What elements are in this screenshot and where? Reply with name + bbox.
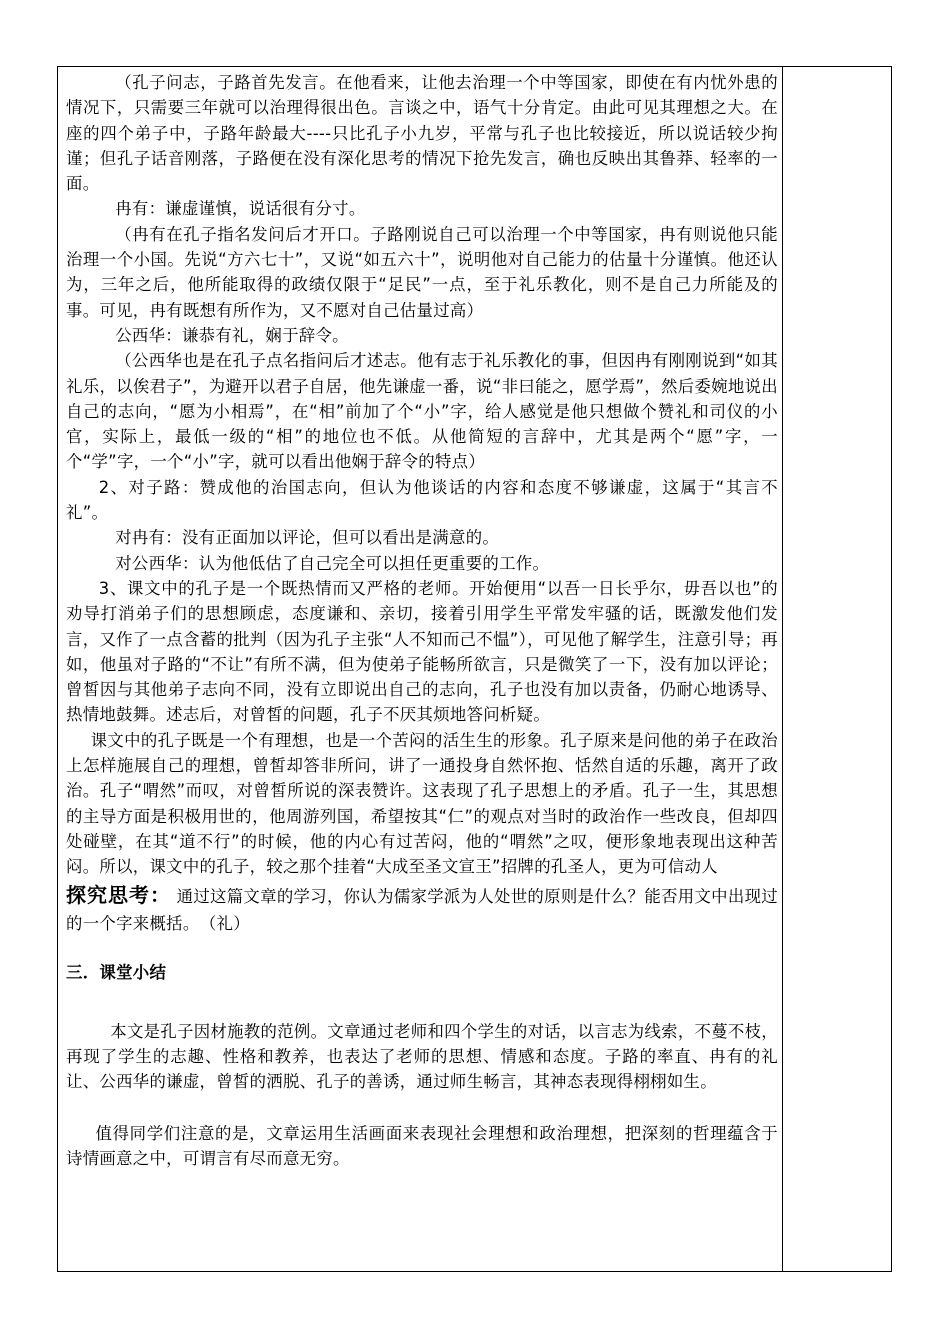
- explore-question: [66, 882, 778, 937]
- summary-paragraph-1: 本文是孔子因材施教的范例。文章通过老师和四个学生的对话，以言志为线索，不蔓不枝，再现了学生的志趣、性格和教养，也表达了老师的思想、情感和态度。子路的率直、冉有的礼让、公西华的谦虚，曾皙的洒脱、孔子的善诱，通过师生畅言，其神态表现得栩栩如生。: [66, 1021, 778, 1092]
- paragraph-attitude-ranyou: 对冉有：没有正面加以评论，但可以看出是满意的。: [115, 528, 500, 548]
- paragraph-attitude-zilu: 2、对子路：赞成他的治国志向，但认为他谈话的内容和态度不够谦虚，这属于“其言不礼”。: [66, 477, 778, 523]
- summary-paragraph-2: 值得同学们注意的是，文章运用生活画面来表现社会理想和政治理想，把深刻的哲理蕴含于诗情画意之中，可谓言有尽而意无穷。: [66, 1123, 778, 1168]
- paragraph-confucius-image: 课文中的孔子既是一个有理想，也是一个苦闷的活生生的形象。孔子原来是问他的弟子在政治上怎样施展自己的理想，曾皙却答非所问，讲了一通投身自然怀抱、恬然自适的乐趣，离开了政治。孔子“喟然”而叹，对曾皙所说的深表赞许。这表现了孔子思想上的矛盾。孔子一生，其思想的主导方面是积极用世的，他周游列国，希望按其“仁”的观点对当时的政治作一些改良，但却四处碰壁，在其“道不行”的时候，他的内心有过苦闷，他的“喟然”之叹，便形象地表现出这种苦闷。所以，课文中的孔子，较之那个挂着“大成至圣文宣王”招牌的孔圣人，更为可信动人: [66, 730, 778, 877]
- table-column-divider: [782, 66, 783, 1272]
- paragraph-gongxihua-analysis: （公西华也是在孔子点名指问后才述志。他有志于礼乐教化的事，但因冉有刚刚说到“如其礼乐，以俟君子”，为避开以君子自居，他先谦虚一番，说“非曰能之，愿学焉”，然后委婉地说出自己的志向，“愿为小相焉”，在“相”前加了个“小”字，给人感觉是他只想做个赞礼和司仪的小官，实际上，最低一级的“相”的地位也不低。从他简短的言辞中，尤其是两个“愿”字，一个“学”字，一个“小”字，就可以看出他娴于辞令的特点）: [66, 351, 778, 472]
- paragraph-ranyou-analysis: （冉有在孔子指名发问后才开口。子路刚说自己可以治理一个中等国家，冉有则说他只能治理一个小国。先说“方六七十”，又说“如五六十”，说明他对自己能力的估量十分谨慎。他还认为，三年之后，他所能取得的政绩仅限于“足民”一点，至于礼乐教化，则不是自己力所能及的事。可见，冉有既想有所作为，又不愿对自己估量过高）: [66, 224, 778, 320]
- paragraph-gongxihua-trait: 公西华：谦恭有礼，娴于辞令。: [115, 325, 349, 345]
- section-title-summary: 三．课堂小结: [66, 962, 167, 982]
- paragraph-attitude-gongxihua: 对公西华：认为他低估了自己完全可以担任更重要的工作。: [115, 553, 550, 573]
- paragraph-zilu-analysis: （孔子问志，子路首先发言。在他看来，让他去治理一个中等国家，即使在有内忧外患的情况下，只需要三年就可以治理得很出色。言谈之中，语气十分肯定。由此可见其理想之大。在座的四个弟子中，子路年龄最大----只比孔子小九岁，平常与孔子也比较接近，所以说话较少拘谨；但孔子话音刚落，子路便在没有深化思考的情况下抢先发言，确也反映出其鲁莽、轻率的一面。: [66, 73, 778, 194]
- paragraph-confucius-teacher: 3、课文中的孔子是一个既热情而又严格的老师。开始便用“以吾一日长乎尔，毋吾以也”的劝导打消弟子们的思想顾虑，态度谦和、亲切，接着引用学生平常发牢骚的话，既激发他们发言，又作了一点含蓄的批判（因为孔子主张“人不知而己不愠”），可见他了解学生，注意引导；再如，他虽对子路的“不让”有所不满，但为使弟子能畅所欲言，只是微笑了一下，没有加以评论；曾皙因与其他弟子志向不同，没有立即说出自己的志向，孔子也没有加以责备，仍耐心地诱导、热情地鼓舞。述志后，对曾皙的问题，孔子不厌其烦地答问析疑。: [66, 578, 778, 725]
- explore-label: 探究思考：: [66, 882, 172, 907]
- explore-text: 通过这篇文章的学习，你认为儒家学派为人处世的原则是什么？能否用文中出现过的一个字来概括。 （礼）: [66, 886, 778, 933]
- lesson-content: [66, 70, 778, 1171]
- paragraph-ranyou-trait: 冉有：谦虚谨慎，说话很有分寸。: [115, 199, 366, 219]
